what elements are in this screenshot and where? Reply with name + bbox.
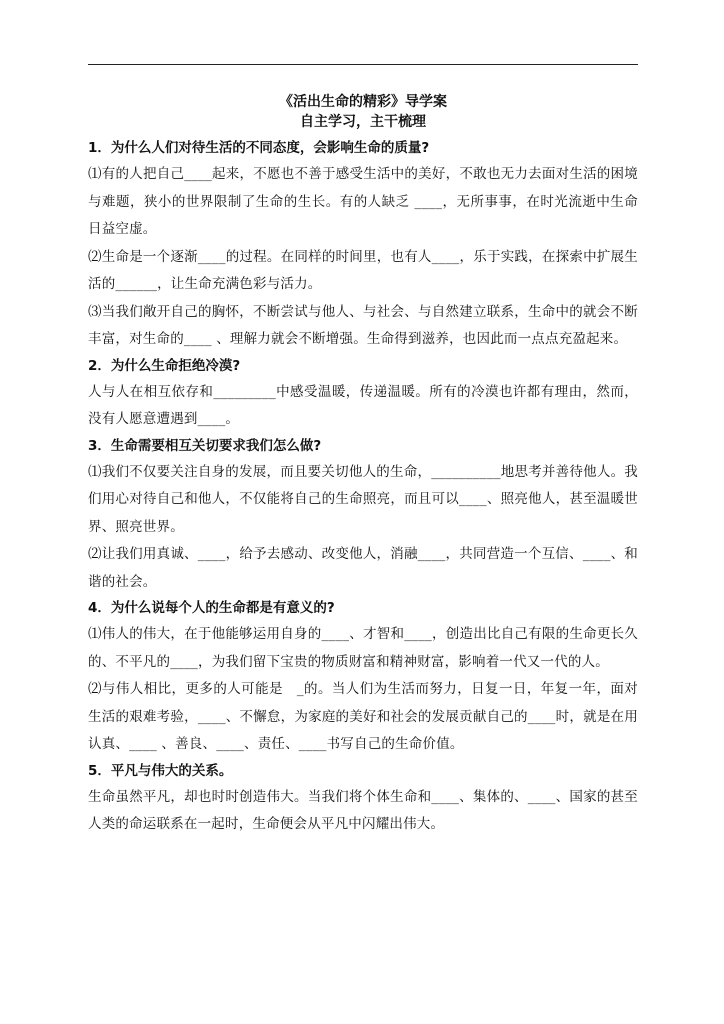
answer-paragraph: ⑴伟人的伟大，在于他能够运用自身的____、才智和____，创造出比自己有限的生命更长久的、不平凡的____，为我们留下宝贵的物质财富和精神财富，影响着一代又一代的人。: [88, 626, 638, 670]
worksheet-body: [88, 92, 638, 839]
section-5: [88, 759, 638, 839]
answer-paragraph: 人与人在相互依存和_________中感受温暖，传递温暖。所有的冷漠也许都有理由，然而，没有人愿意遭遇到____。: [88, 383, 638, 427]
section-1: [88, 136, 638, 354]
question-heading: 1．为什么人们对待生活的不同态度，会影响生命的质量?: [88, 140, 430, 156]
question-heading: 2．为什么生命拒绝冷漠?: [88, 357, 241, 374]
section-4: [88, 596, 638, 759]
header-rule: [88, 64, 638, 65]
question-heading: 3．生命需要相互关切要求我们怎么做?: [88, 437, 322, 454]
section-2: [88, 354, 638, 434]
answer-paragraph: ⑶当我们敞开自己的胸怀，不断尝试与他人、与社会、与自然建立联系，生命中的就会不断丰富，对生命的____ 、理解力就会不断增强。生命得到滋养，也因此而一点点充盈起来。: [88, 303, 638, 347]
question-heading: 5．平凡与伟大的关系。: [88, 762, 233, 779]
document-title: 《活出生命的精彩》导学案: [279, 94, 447, 110]
answer-paragraph: ⑵让我们用真诚、____，给予去感动、改变他人，消融____，共同营造一个互信、____、和谐的社会。: [88, 546, 638, 590]
question-heading: 4．为什么说每个人的生命都是有意义的?: [88, 600, 335, 616]
answer-paragraph: ⑴有的人把自己____起来，不愿也不善于感受生活中的美好，不敢也无力去面对生活的困境与难题，狭小的世界限制了生命的生长。有的人缺乏 ____，无所事事，在时光流逝中生命日益空虚。: [88, 166, 638, 237]
section-3: [88, 434, 638, 597]
document-subtitle: 自主学习，主干梳理: [300, 114, 426, 130]
answer-paragraph: ⑴我们不仅要关注自身的发展，而且要关切他人的生命，__________地思考并善待他人。我们用心对待自己和他人，不仅能将自己的生命照亮，而且可以____、照亮他人，甚至温暖世界、照亮世界。: [88, 463, 638, 535]
answer-paragraph: 生命虽然平凡，却也时时创造伟大。当我们将个体生命和____、集体的、____、国家的甚至人类的命运联系在一起时，生命便会从平凡中闪耀出伟大。: [88, 788, 638, 832]
answer-paragraph: ⑵生命是一个逐渐____的过程。在同样的时间里，也有人____，乐于实践，在探索中扩展生活的______，让生命充满色彩与活力。: [88, 248, 638, 292]
answer-paragraph: ⑵与伟人相比，更多的人可能是 _的。当人们为生活而努力，日复一日，年复一年，面对生活的艰难考验，____、不懈怠，为家庭的美好和社会的发展贡献自己的____时，就是在用认真、____ 、善良、____、责任、____书写自己的生命价值。: [88, 681, 638, 752]
